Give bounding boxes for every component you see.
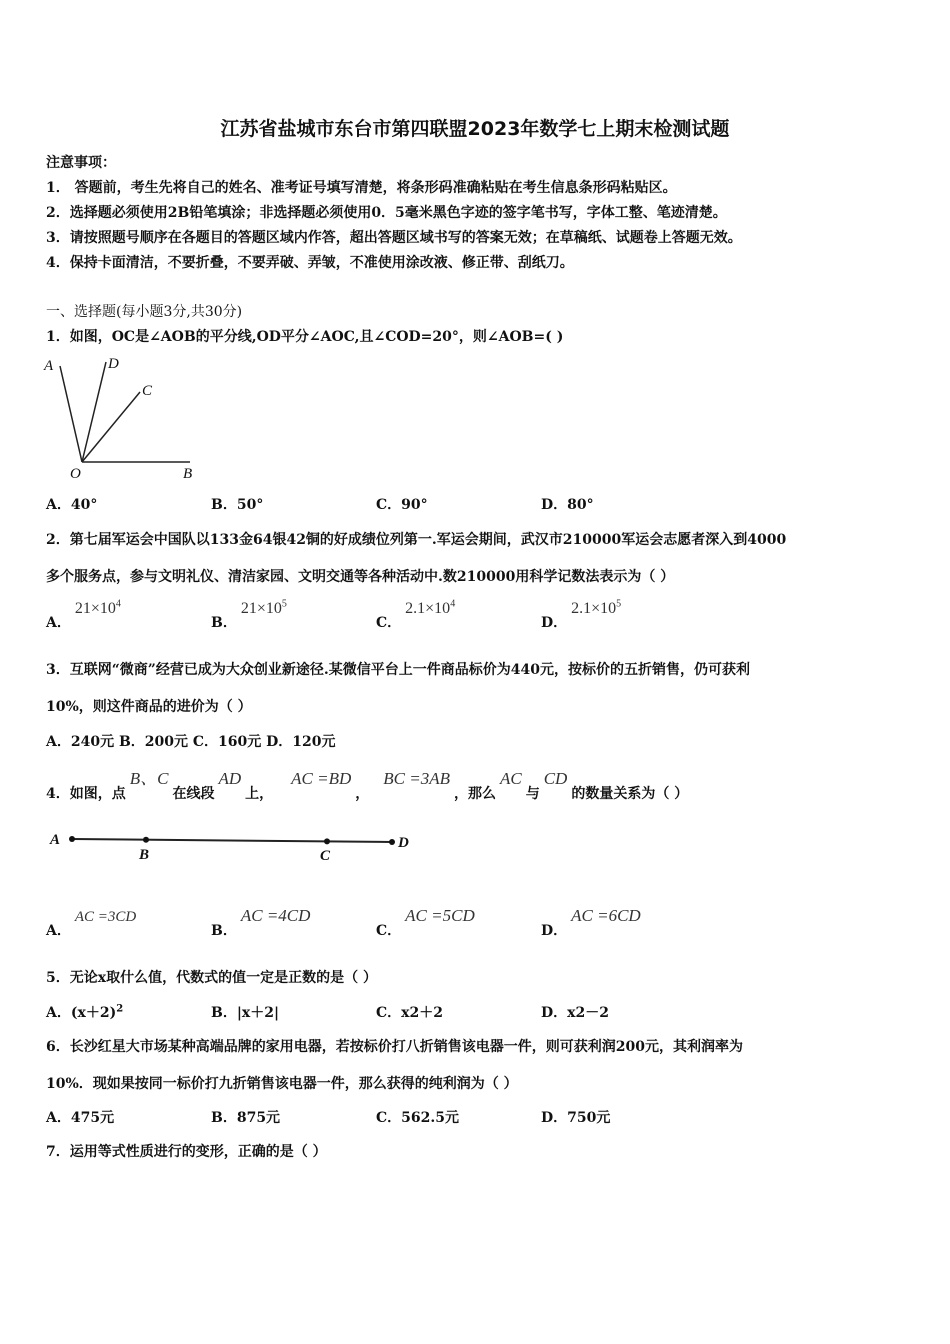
option-value: AC =6CD <box>571 906 641 925</box>
option-b: B．50° <box>211 497 264 513</box>
option-exponent: 5 <box>616 598 622 610</box>
page-title: 江苏省盐城市东台市第四联盟2023年数学七上期末检测试题 <box>220 118 730 140</box>
question-2-line-2: 多个服务点，参与文明礼仪、清洁家园、文明交通等各种活动中.数210000用科学记数法表示为（ ） <box>46 569 675 585</box>
figure-label-b: B <box>183 466 193 482</box>
q4-text-5: 与 <box>525 786 540 802</box>
question-3-options: A．240元 B．200元 C．160元 D．120元 <box>46 734 336 750</box>
option-letter: B． <box>211 923 237 939</box>
question-1-text: 1．如图，OC是∠AOB的平分线,OD平分∠AOC,且∠COD=20°，则∠AOB=( ) <box>46 329 564 345</box>
option-exponent: 5 <box>281 598 287 610</box>
option-d <box>541 1002 609 1022</box>
q4-text-3: ， <box>355 786 370 802</box>
question-6-line-1: 6．长沙红星大市场某种高端品牌的家用电器，若按标价打八折销售该电器一件，则可获利润200元，其利润率为 <box>46 1039 743 1055</box>
question-7-text: 7．运用等式性质进行的变形，正确的是（ ） <box>46 1144 327 1160</box>
figure-label-c: C <box>142 383 153 399</box>
figure-label-b: B <box>139 847 150 863</box>
section-heading: 一、选择题(每小题3分,共30分) <box>46 304 243 320</box>
option-letter: D． <box>541 923 568 939</box>
option-d: D．750元 <box>541 1110 611 1126</box>
option-c: C．562.5元 <box>376 1110 459 1126</box>
option-letter: C． <box>376 615 402 631</box>
option-b <box>211 906 314 940</box>
notice-heading: 注意事项： <box>46 155 116 171</box>
option-letter: A． <box>46 615 71 631</box>
option-value: D．x <box>541 1005 576 1021</box>
figure-label-a: A <box>50 832 61 848</box>
option-value: AC =5CD <box>405 906 475 925</box>
option-a: A．475元 <box>46 1110 115 1126</box>
q4-text-4: ，那么 <box>453 786 496 802</box>
figure-label-c: C <box>320 848 331 864</box>
q4-math-ad: AD <box>218 769 242 788</box>
option-a <box>46 909 140 940</box>
notice-item-2: 2．选择题必须使用2B铅笔填涂；非选择题必须使用0．5毫米黑色字迹的签字笔书写，字体工整、笔迹清楚。 <box>46 205 727 221</box>
option-value: AC =4CD <box>240 906 311 925</box>
notice-item-1: 1． 答题前，考生先将自己的姓名、准考证号填写清楚，将条形码准确粘贴在考生信息条形码粘贴区。 <box>46 180 677 196</box>
notice-item-3: 3．请按照题号顺序在各题目的答题区域内作答，超出答题区域书写的答案无效；在草稿纸、试题卷上答题无效。 <box>46 230 742 246</box>
option-value <box>571 600 621 617</box>
option-base: 2.1×10 <box>571 600 617 617</box>
option-base: 2.1×10 <box>405 600 451 617</box>
option-value: AC =3CD <box>74 909 137 925</box>
option-value <box>75 600 121 617</box>
option-tail: 2＋2 <box>409 1005 443 1021</box>
option-exponent: 2 <box>116 1003 124 1015</box>
question-2-line-1: 2．第七届军运会中国队以133金64银42铜的好成绩位列第一.军运会期间，武汉市210000军运会志愿者深入到4000 <box>46 532 787 548</box>
question-5-text: 5．无论x取什么值，代数式的值一定是正数的是（ ） <box>46 970 377 986</box>
option-c: C．90° <box>376 497 428 513</box>
q4-math-bc-3ab: BC =3AB <box>383 769 450 788</box>
option-value: C．x <box>376 1005 410 1021</box>
option-c <box>376 906 479 940</box>
question-4-figure <box>44 824 424 868</box>
option-value <box>241 600 287 617</box>
option-b: B．|x＋2| <box>211 1005 280 1021</box>
option-value <box>405 600 455 617</box>
option-letter: B． <box>211 615 237 631</box>
option-exponent: 4 <box>115 598 121 610</box>
option-b: B．875元 <box>211 1110 281 1126</box>
option-a <box>46 1002 123 1022</box>
option-d <box>541 906 645 940</box>
option-a: A．40° <box>46 497 98 513</box>
q4-text-2: 上， <box>245 786 274 802</box>
q4-math-ac: AC <box>499 769 522 788</box>
question-3-line-1: 3．互联网“微商”经营已成为大众创业新途径.某微信平台上一件商品标价为440元，按标价的五折销售，仍可获利 <box>46 662 750 678</box>
question-6-line-2: 10%．现如果按同一标价打九折销售该电器一件，那么获得的纯利润为（ ） <box>46 1076 518 1092</box>
option-base: 21×10 <box>240 600 282 617</box>
q4-prefix: 4．如图，点 <box>46 786 126 802</box>
figure-label-a: A <box>44 358 54 374</box>
q4-math-bc: B、C <box>129 769 169 788</box>
option-letter: A． <box>46 923 71 939</box>
option-letter: D． <box>541 615 568 631</box>
q4-text-6: 的数量关系为（ ） <box>571 786 689 802</box>
q4-math-cd: CD <box>543 769 568 788</box>
option-value: A．(x＋2) <box>46 1005 117 1021</box>
q4-text-1: 在线段 <box>172 786 215 802</box>
option-tail: 2－2 <box>575 1005 609 1021</box>
q4-math-ac-bd: AC =BD <box>291 769 352 788</box>
option-d: D．80° <box>541 497 594 513</box>
question-1-figure <box>40 352 210 482</box>
option-exponent: 4 <box>450 598 456 610</box>
figure-label-d: D <box>108 356 119 372</box>
figure-label-o: O <box>70 466 81 482</box>
option-base: 21×10 <box>74 600 116 617</box>
figure-label-d: D <box>398 835 409 851</box>
question-3-line-2: 10%，则这件商品的进价为（ ） <box>46 699 252 715</box>
option-c <box>376 1002 443 1022</box>
notice-item-4: 4．保持卡面清洁，不要折叠，不要弄破、弄皱，不准使用涂改液、修正带、刮纸刀。 <box>46 255 574 271</box>
question-4-text <box>46 769 689 803</box>
option-letter: C． <box>376 923 402 939</box>
